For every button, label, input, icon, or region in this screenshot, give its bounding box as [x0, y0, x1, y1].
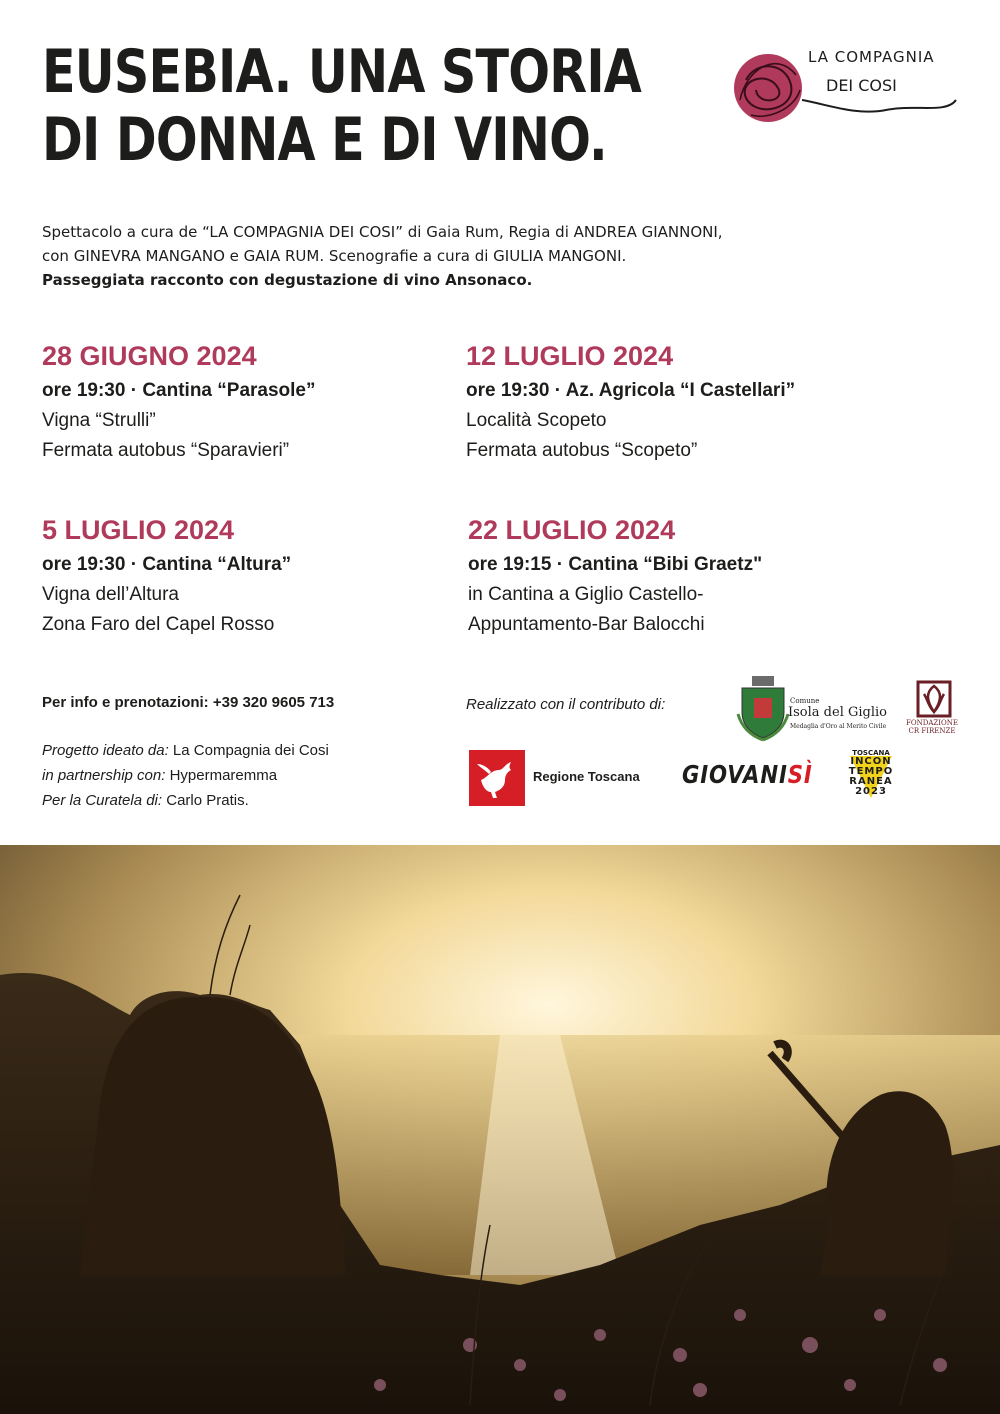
toscana-line: RANEA [849, 776, 893, 787]
fondazione-line: FONDAZIONE [906, 719, 958, 727]
credit-value: Carlo Pratis. [162, 792, 249, 809]
event-detail: Zona Faro del Capel Rosso [42, 614, 275, 635]
event-time-place: ore 19:15 · Cantina “Bibi Graetz" [468, 554, 763, 575]
credit-label: Per la Curatela di: [42, 792, 163, 809]
isola-comune-text: Comune [790, 697, 820, 705]
credit-curator [42, 788, 329, 813]
isola-sub-text: Medaglia d'Oro al Merito Civile [790, 723, 887, 730]
credits-block [42, 738, 329, 813]
event-block-1 [42, 340, 462, 466]
credit-label: in partnership con: [42, 767, 166, 784]
event-detail: Fermata autobus “Sparavieri” [42, 440, 290, 461]
event-date: 28 GIUGNO 2024 [42, 341, 257, 371]
logo-text-line1: LA COMPAGNIA [808, 48, 935, 66]
fondazione-text [904, 719, 960, 735]
event-block-2 [466, 340, 886, 466]
event-detail: Vigna dell’Altura [42, 584, 179, 605]
title-line-2: DI DONNA E DI VINO. [42, 105, 607, 175]
event-time-place: ore 19:30 · Cantina “Parasole” [42, 380, 316, 401]
booking-info: Per info e prenotazioni: +39 320 9605 713 [42, 694, 335, 711]
event-date: 22 LUGLIO 2024 [468, 515, 676, 545]
logo-text-line2: DEI COSI [826, 76, 897, 95]
title-line-1: EUSEBIA. UNA STORIA [42, 37, 642, 107]
credit-project [42, 738, 329, 763]
giovanisi-logo [682, 760, 813, 789]
event-date: 12 LUGLIO 2024 [466, 341, 674, 371]
event-block-3 [42, 514, 462, 640]
intro-line-3: Passeggiata racconto con degustazione di vino Ansonaco. [42, 271, 533, 289]
intro-line-1: Spettacolo a cura de “LA COMPAGNIA DEI COSI” di Gaia Rum, Regia di ANDREA GIANNONI, [42, 223, 723, 241]
credit-label: Progetto ideato da: [42, 742, 169, 759]
event-detail: Fermata autobus “Scopeto” [466, 440, 698, 461]
event-detail: Vigna “Strulli” [42, 410, 156, 431]
toscana-line: TEMPO [848, 766, 894, 777]
fondazione-line: CR FIRENZE [908, 727, 956, 735]
isola-name-text: Isola del Giglio [788, 705, 887, 720]
event-time-place: ore 19:30 · Cantina “Altura” [42, 554, 292, 575]
pegasus-icon [469, 750, 525, 806]
event-date: 5 LUGLIO 2024 [42, 515, 235, 545]
sunset-landscape-photo [0, 845, 1000, 1414]
event-block-4 [468, 514, 888, 640]
toscana-line: INCON [850, 756, 892, 767]
credit-partner [42, 763, 329, 788]
poster-title [42, 37, 642, 175]
regione-toscana-logo [469, 750, 525, 806]
credit-value: La Compagnia dei Cosi [168, 742, 329, 759]
credit-value: Hypermaremma [165, 767, 278, 784]
event-detail: Appuntamento-Bar Balocchi [468, 614, 705, 635]
toscana-incontemporanea-text [846, 750, 896, 797]
event-time-place: ore 19:30 · Az. Agricola “I Castellari” [466, 380, 796, 401]
intro-line-2: con GINEVRA MANGANO e GAIA RUM. Scenografie a cura di GIULIA MANGONI. [42, 247, 627, 265]
regione-toscana-text: Regione Toscana [533, 769, 640, 784]
event-detail: in Cantina a Giglio Castello- [468, 584, 704, 605]
toscana-line: 2023 [855, 786, 887, 797]
toscana-line: TOSCANA [852, 749, 890, 757]
si-text: SÌ [787, 760, 813, 789]
sponsor-label: Realizzato con il contributo di: [466, 696, 666, 713]
intro-block [42, 220, 862, 292]
giovani-text: GIOVANI [682, 760, 788, 789]
event-detail: Località Scopeto [466, 410, 607, 431]
